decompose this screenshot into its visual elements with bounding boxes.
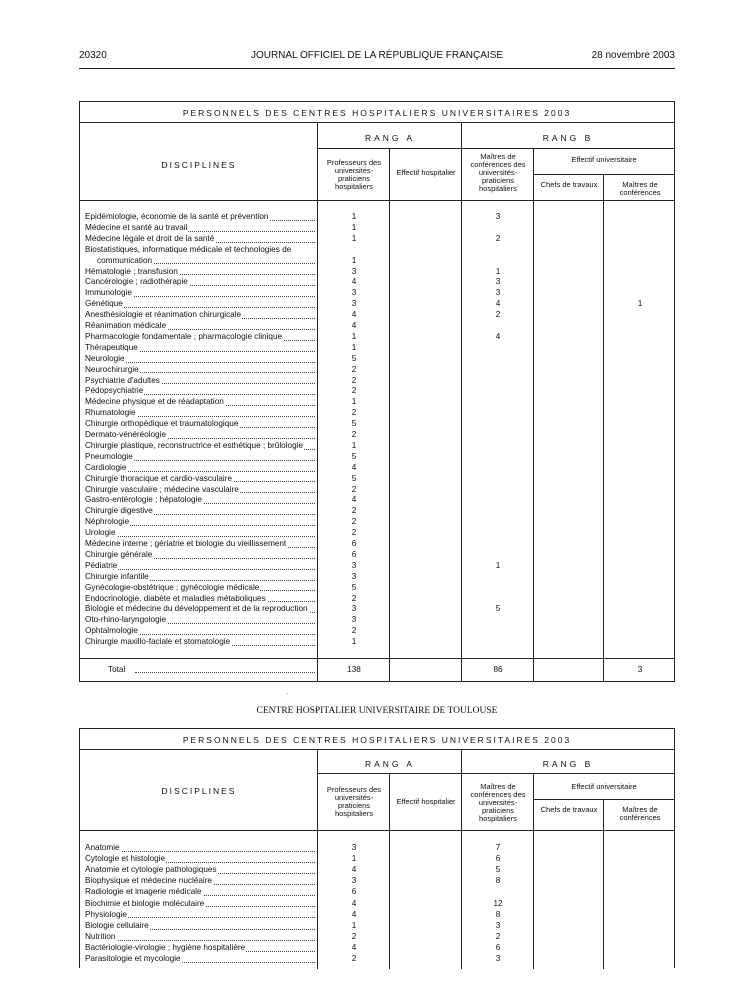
professeurs-value: 4: [351, 909, 357, 919]
separator-dot: [287, 693, 288, 694]
discipline-cell: [85, 626, 315, 637]
maitres-conf-ph-value: 1: [495, 266, 501, 276]
professeurs-value: 1: [351, 233, 357, 243]
discipline-name: Gastro-entérologie ; hépatologie: [85, 495, 202, 505]
discipline-name: Parasitologie et mycologie: [85, 954, 181, 963]
maitres-conf-ph-value: 5: [495, 865, 501, 875]
professeurs-value: 2: [351, 954, 357, 963]
discipline-name: Chirurgie thoracique et cardio-vasculaire: [85, 473, 232, 483]
discipline-name: Rhumatologie: [85, 408, 136, 418]
discipline-name: Psychiatrie d'adultes: [85, 375, 160, 385]
discipline-name: Médecine interne ; gériatrie et biologie du vieillissement: [85, 539, 287, 548]
table-row: [80, 615, 676, 626]
discipline-name: Pneumologie: [85, 451, 133, 461]
total-maitres-conf-ph: 86: [493, 665, 503, 674]
discipline-cell: [85, 277, 315, 288]
discipline-name: Ophtalmologie: [85, 626, 138, 636]
professeurs-value: 3: [351, 843, 357, 852]
discipline-name: Anatomie et cytologie pathologiques: [85, 865, 217, 875]
professeurs-value: 4: [351, 310, 357, 320]
professeurs-value: 4: [351, 865, 357, 875]
maitres-conf-value: 1: [637, 299, 643, 309]
total-professeurs: 138: [347, 665, 361, 674]
table-row: [80, 441, 676, 452]
discipline-name: Chirurgie vasculaire ; médecine vasculaire: [85, 484, 239, 494]
professeurs-value: 4: [351, 462, 357, 472]
maitres-conf-ph-value: 1: [495, 560, 501, 570]
table-row: [80, 899, 676, 910]
maitres-conf-header: Maîtres de conférences: [619, 180, 661, 197]
discipline-cell: [85, 865, 315, 876]
discipline-cell: [85, 594, 315, 605]
staff-table-2: [79, 728, 675, 968]
page-header: [79, 50, 675, 64]
table-row: [80, 354, 676, 365]
discipline-name: Hématologie ; transfusion: [85, 266, 178, 276]
professeurs-value: 1: [351, 222, 357, 232]
professeurs-value: 4: [351, 321, 357, 330]
rang-a-header: RANG A: [364, 133, 416, 143]
disciplines-header: DISCIPLINES: [161, 786, 237, 796]
maitres-conf-ph-value: 3: [495, 212, 501, 221]
discipline-cell: [85, 267, 315, 278]
maitres-conf-ph-value: 3: [495, 277, 501, 287]
table-row: [80, 365, 676, 376]
professeurs-value: 2: [351, 528, 357, 538]
discipline-cell: [85, 332, 315, 343]
discipline-name: Neurochirurgie: [85, 364, 139, 374]
table-row: [80, 310, 676, 321]
professeurs-value: 2: [351, 484, 357, 494]
discipline-name: Dermato-vénéréologie: [85, 430, 167, 439]
professeurs-value: 3: [351, 571, 357, 581]
table-row: [80, 517, 676, 528]
table-row: [80, 430, 676, 441]
discipline-cell: [85, 550, 315, 561]
discipline-name: Chirurgie générale: [85, 549, 153, 559]
maitres-conf-ph-value: 6: [495, 854, 501, 864]
professeurs-value: 1: [351, 342, 357, 352]
discipline-name: Biophysique et médecine nucléaire: [85, 876, 212, 886]
discipline-cell: [85, 474, 315, 485]
maitres-conf-header: Maîtres de conférences: [619, 805, 661, 822]
discipline-cell: [85, 561, 315, 572]
discipline-name: Endocrinologie, diabète et maladies métaboliques: [85, 593, 266, 603]
discipline-cell: [85, 354, 315, 365]
professeurs-value: 2: [351, 517, 357, 527]
professeurs-value: 1: [351, 397, 357, 407]
discipline-cell: [85, 430, 315, 441]
discipline-cell: [85, 954, 315, 965]
professeurs-value: 6: [351, 549, 357, 559]
leader-dots: [85, 940, 315, 941]
chefs-travaux-header: Chefs de travaux: [540, 805, 598, 814]
maitres-conf-ph-value: 8: [495, 876, 501, 886]
professeurs-value: 2: [351, 386, 357, 396]
table-row: [80, 943, 676, 954]
table-row: [80, 594, 676, 605]
maitres-conf-ph-value: 7: [495, 843, 501, 852]
rang-a-header: RANG A: [364, 759, 416, 769]
discipline-cell: [85, 441, 315, 452]
discipline-name: Médecine et santé au travail: [85, 222, 188, 232]
maitres-conf-ph-value: 3: [495, 288, 501, 298]
maitres-conf-ph-value: 3: [495, 954, 501, 963]
table-row: [80, 245, 676, 256]
table-row: [80, 954, 676, 965]
professeurs-value: 2: [351, 430, 357, 439]
chefs-travaux-header: Chefs de travaux: [540, 180, 598, 189]
table-row: [80, 887, 676, 898]
table-row: [80, 528, 676, 539]
section-title: CENTRE HOSPITALIER UNIVERSITAIRE DE TOULOUSE: [256, 706, 498, 716]
professeurs-value: 3: [351, 876, 357, 886]
maitres-conf-ph-value: 6: [495, 942, 501, 952]
maitres-conf-ph-value: 4: [495, 331, 501, 341]
divider: [80, 749, 674, 750]
discipline-name: Thérapeutique: [85, 342, 138, 352]
discipline-cell: [85, 943, 315, 954]
table-row: [80, 637, 676, 648]
discipline-name: Cardiologie: [85, 462, 127, 472]
discipline-name: Biologie et médecine du développement et de la reproduction: [85, 604, 308, 614]
discipline-cell: [85, 495, 315, 506]
effectif-universitaire-header: Effectif universitaire: [571, 155, 637, 164]
maitres-conf-ph-value: 12: [493, 898, 503, 908]
discipline-name: Radiologie et imagerie médicale: [85, 887, 202, 897]
table-row: [80, 386, 676, 397]
table-row: [80, 463, 676, 474]
leader-dots: [85, 569, 315, 570]
professeurs-value: 5: [351, 451, 357, 461]
discipline-cell: [85, 463, 315, 474]
professeurs-value: 1: [351, 920, 357, 930]
professeurs-value: 5: [351, 473, 357, 483]
table-row: [80, 550, 676, 561]
discipline-cell: [85, 223, 315, 234]
professeurs-value: 1: [351, 255, 357, 265]
professeurs-value: 3: [351, 288, 357, 298]
maitres-conf-ph-value: 3: [495, 920, 501, 930]
discipline-cell: [97, 256, 315, 267]
maitres-conf-ph-value: 2: [495, 233, 501, 243]
discipline-name: Biostatistiques, informatique médicale et technologies de: [85, 244, 292, 254]
discipline-name: Nutrition: [85, 931, 116, 941]
discipline-cell: [85, 408, 315, 419]
professeurs-value: 2: [351, 931, 357, 941]
discipline-cell: [85, 506, 315, 517]
maitres-conf-ph-value: 4: [495, 299, 501, 309]
journal-title: JOURNAL OFFICIEL DE LA RÉPUBLIQUE FRANÇAISE: [250, 50, 504, 61]
table-row: [80, 626, 676, 637]
professeurs-value: 3: [351, 299, 357, 309]
discipline-cell: [85, 517, 315, 528]
professeurs-value: 6: [351, 887, 357, 897]
table-row: [80, 376, 676, 387]
discipline-cell: [85, 539, 315, 550]
professeurs-value: 3: [351, 615, 357, 625]
discipline-name: Anesthésiologie et réanimation chirurgicale: [85, 310, 242, 320]
professeurs-value: 6: [351, 539, 357, 548]
table-row: [80, 539, 676, 550]
table-row: [80, 277, 676, 288]
table-row: [80, 408, 676, 419]
discipline-name: Immunologie: [85, 288, 132, 298]
discipline-cell: [85, 876, 315, 887]
discipline-name: Néphrologie: [85, 517, 130, 527]
discipline-cell: [85, 310, 315, 321]
discipline-cell: [85, 604, 315, 615]
table-row: [80, 299, 676, 310]
discipline-name: Bactériologie-virologie ; hygiène hospitalière: [85, 942, 246, 952]
table-row: [80, 267, 676, 278]
table-row: [80, 485, 676, 496]
table-row: [80, 604, 676, 615]
total-row: [80, 659, 676, 683]
discipline-name: Biochimie et biologie moléculaire: [85, 898, 205, 908]
table-row: [80, 843, 676, 854]
page-number: 20320: [79, 50, 107, 61]
maitres-conf-ph-value: 8: [495, 909, 501, 919]
discipline-name: Epidémiologie, économie de la santé et prévention: [85, 212, 269, 221]
effectif-hospitalier-header: Effectif hospitalier: [396, 168, 456, 177]
discipline-cell: [85, 376, 315, 387]
table-row: [80, 932, 676, 943]
professeurs-value: 2: [351, 506, 357, 516]
discipline-name: Chirurgie plastique, reconstructrice et esthétique ; brûlologie: [85, 440, 303, 450]
divider: [318, 148, 674, 149]
rang-b-header: RANG B: [542, 133, 594, 143]
table-row: [80, 495, 676, 506]
discipline-cell: [85, 615, 315, 626]
table-row: [80, 876, 676, 887]
discipline-name: Cancérologie ; radiothérapie: [85, 277, 188, 287]
discipline-name: Cytologie et histologie: [85, 854, 166, 864]
discipline-name: Anatomie: [85, 843, 120, 852]
professeurs-value: 1: [351, 637, 357, 647]
table-row: [80, 223, 676, 234]
professeurs-value: 2: [351, 626, 357, 636]
discipline-cell: [85, 572, 315, 583]
maitres-conf-ph-header: Maîtres de conférences des universités-praticiens hospitaliers: [470, 782, 526, 823]
table-row: [80, 583, 676, 594]
table-caption: PERSONNELS DES CENTRES HOSPITALIERS UNIVERSITAIRES 2003: [182, 735, 572, 745]
discipline-cell: [85, 397, 315, 408]
discipline-name: Pédiatrie: [85, 560, 118, 570]
discipline-name: communication: [97, 255, 153, 265]
table-row: [80, 921, 676, 932]
discipline-cell: [85, 899, 315, 910]
table-row: [80, 865, 676, 876]
discipline-cell: [85, 485, 315, 496]
professeurs-value: 4: [351, 898, 357, 908]
table-row: [80, 452, 676, 463]
table-row: [80, 910, 676, 921]
header-rule: [79, 68, 675, 69]
discipline-cell: [85, 583, 315, 594]
professeurs-value: 2: [351, 593, 357, 603]
maitres-conf-ph-value: 2: [495, 931, 501, 941]
divider: [80, 830, 674, 831]
effectif-universitaire-header: Effectif universitaire: [571, 782, 637, 791]
discipline-name: Médecine physique et de réadaptation: [85, 397, 224, 407]
professeurs-value: 5: [351, 419, 357, 429]
table-row: [80, 321, 676, 332]
discipline-cell: [85, 245, 315, 256]
discipline-name: Pédopsychiatrie: [85, 386, 144, 396]
discipline-name: Chirurgie maxillo-faciale et stomatologie: [85, 637, 231, 647]
professeurs-value: 4: [351, 942, 357, 952]
disciplines-header: DISCIPLINES: [161, 160, 237, 170]
discipline-cell: [85, 419, 315, 430]
discipline-cell: [85, 288, 315, 299]
discipline-cell: [85, 637, 315, 648]
effectif-hospitalier-header: Effectif hospitalier: [396, 797, 456, 806]
discipline-cell: [85, 343, 315, 354]
discipline-cell: [85, 910, 315, 921]
discipline-name: Pharmacologie fondamentale ; pharmacologie clinique: [85, 331, 283, 341]
professeurs-value: 3: [351, 560, 357, 570]
discipline-cell: [85, 921, 315, 932]
table-row: [80, 506, 676, 517]
table-row: [80, 343, 676, 354]
discipline-name: Urologie: [85, 528, 116, 538]
total-label: Total: [108, 665, 126, 674]
discipline-name: Oto-rhino-laryngologie: [85, 615, 167, 625]
leader-dots: [135, 672, 315, 673]
divider: [80, 122, 674, 123]
professeurs-value: 2: [351, 408, 357, 418]
table-row: [80, 288, 676, 299]
table-caption: PERSONNELS DES CENTRES HOSPITALIERS UNIVERSITAIRES 2003: [182, 108, 572, 118]
table-row: [80, 419, 676, 430]
discipline-cell: [85, 212, 315, 223]
discipline-cell: [85, 365, 315, 376]
discipline-cell: [85, 528, 315, 539]
maitres-conf-ph-value: 5: [495, 604, 501, 614]
divider: [80, 200, 674, 201]
divider: [534, 174, 674, 175]
maitres-conf-ph-value: 2: [495, 310, 501, 320]
discipline-name: Gynécologie-obstétrique ; gynécologie médicale: [85, 582, 260, 592]
discipline-name: Biologie cellulaire: [85, 920, 149, 930]
professeurs-value: 2: [351, 375, 357, 385]
discipline-cell: [85, 887, 315, 898]
table-row: [80, 397, 676, 408]
table-row: [80, 332, 676, 343]
table-row: [80, 561, 676, 572]
maitres-conf-ph-header: Maîtres de conférences des universités-praticiens hospitaliers: [470, 152, 526, 193]
total-maitres-conf: 3: [637, 665, 643, 674]
professeurs-header: Professeurs des universités-praticiens hospitaliers: [326, 158, 382, 191]
discipline-name: Chirurgie infantile: [85, 571, 149, 581]
table-row: [80, 572, 676, 583]
discipline-name: Chirurgie orthopédique et traumatologique: [85, 419, 239, 429]
professeurs-value: 4: [351, 277, 357, 287]
professeurs-value: 1: [351, 440, 357, 450]
professeurs-value: 1: [351, 854, 357, 864]
professeurs-value: 3: [351, 604, 357, 614]
professeurs-value: 1: [351, 331, 357, 341]
divider: [318, 773, 674, 774]
discipline-name: Génétique: [85, 299, 123, 309]
discipline-cell: [85, 321, 315, 332]
discipline-cell: [85, 843, 315, 854]
table-row: [80, 234, 676, 245]
professeurs-value: 1: [351, 212, 357, 221]
discipline-cell: [85, 234, 315, 245]
divider: [534, 799, 674, 800]
professeurs-value: 3: [351, 266, 357, 276]
professeurs-value: 5: [351, 353, 357, 363]
staff-table-1: [79, 101, 675, 682]
publication-date: 28 novembre 2003: [591, 50, 675, 61]
table-row: [80, 212, 676, 223]
table-row: [80, 256, 676, 267]
professeurs-value: 5: [351, 582, 357, 592]
professeurs-header: Professeurs des universités-praticiens hospitaliers: [326, 785, 382, 818]
discipline-cell: [85, 386, 315, 397]
discipline-name: Chirurgie digestive: [85, 506, 153, 516]
rang-b-header: RANG B: [542, 759, 594, 769]
professeurs-value: 4: [351, 495, 357, 505]
discipline-name: Réanimation médicale: [85, 321, 167, 330]
discipline-cell: [85, 299, 315, 310]
discipline-cell: [85, 932, 315, 943]
table-row: [80, 474, 676, 485]
discipline-name: Médecine légale et droit de la santé: [85, 233, 215, 243]
professeurs-value: 2: [351, 364, 357, 374]
discipline-name: Physiologie: [85, 909, 127, 919]
table-row: [80, 854, 676, 865]
discipline-cell: [85, 854, 315, 865]
discipline-cell: [85, 452, 315, 463]
discipline-name: Neurologie: [85, 353, 125, 363]
leader-dots: [85, 536, 315, 537]
